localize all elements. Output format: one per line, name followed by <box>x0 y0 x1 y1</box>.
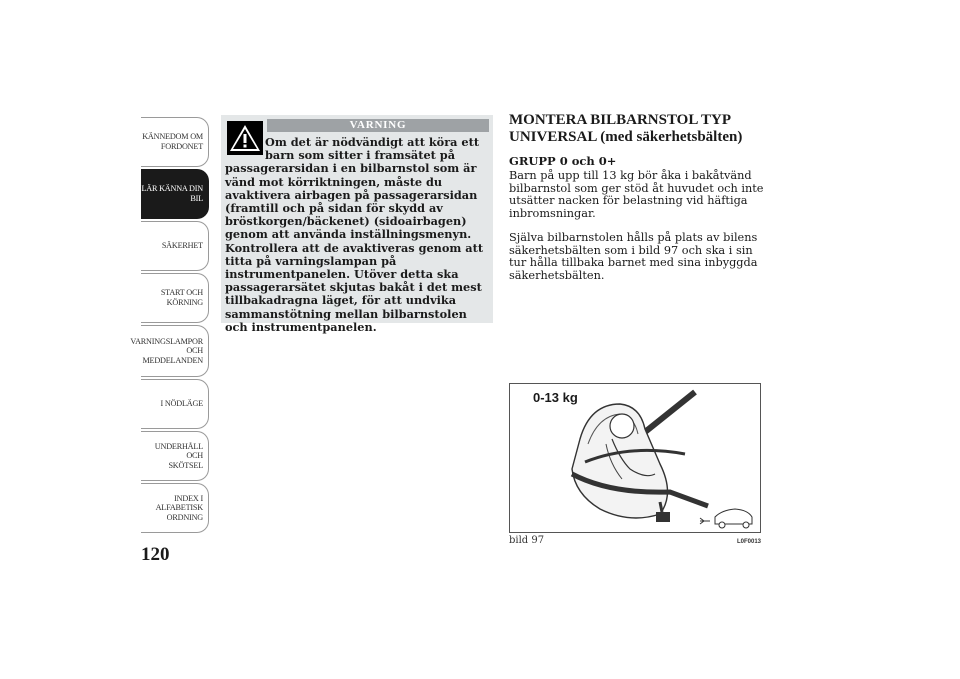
warning-body: passagerarsidan i en bilbarnstol som är vänd mot körriktningen, måste du avaktivera airbagen på passagerarsidan (framtill och på sidan för skydd av bröstkorgen/bäckenet) (sidoairbagen) genom att använda inställningsmenyn. Kontrollera att de avaktiveras genom att titta på varningslampan på instrumentpanelen. Utöver detta ska passagerarsätet skjutas bakåt i det mest tillbakadragna läget, för att undvika sammanstötning mellan bilbarnstolen och instrumentpanelen. <box>225 161 484 334</box>
figure-weight-label: 0-13 kg <box>533 390 578 405</box>
group-heading: GRUPP 0 och 0+ <box>509 154 617 168</box>
page-number: 120 <box>141 544 170 565</box>
sidebar-tab[interactable]: SÄKERHET <box>141 221 209 271</box>
warning-line-1: Om det är nödvändigt att köra ett <box>265 135 480 149</box>
sidebar-tab[interactable]: START OCH KÖRNING <box>141 273 209 323</box>
sidebar-tab[interactable]: I NÖDLÄGE <box>141 379 209 429</box>
warning-title: VARNING <box>267 119 489 132</box>
paragraph-2: Själva bilbarnstolen hålls på plats av bilens säkerhetsbälten som i bild 97 och ska i sin tur hålla tillbaka barnet med sina inbyggda säkerhetsbälten. <box>509 231 758 282</box>
figure-caption: bild 97 <box>509 535 545 546</box>
chapter-sidebar <box>130 117 211 535</box>
sidebar-tab[interactable]: VARNINGSLAMPOR OCH MEDDELANDEN <box>141 325 209 377</box>
sidebar-tab[interactable]: LÄR KÄNNA DIN BIL <box>141 169 209 219</box>
sidebar-tab[interactable]: INDEX I ALFABETISK ORDNING <box>141 483 209 533</box>
sidebar-tab[interactable]: UNDERHÅLL OCH SKÖTSEL <box>141 431 209 481</box>
figure-97 <box>509 383 761 533</box>
section-heading-line-1: MONTERA BILBARNSTOL TYP <box>509 112 732 128</box>
section-heading-line-2: UNIVERSAL (med säkerhetsbälten) <box>509 128 743 145</box>
paragraph-1: Barn på upp till 13 kg bör åka i bakåtvänd bilbarnstol som ger stöd åt huvudet och inte utsätter nacken för belastning vid häftiga inbromsningar. <box>509 169 764 220</box>
warning-text <box>225 136 491 334</box>
sidebar-tab[interactable]: KÄNNEDOM OM FORDONET <box>141 117 209 167</box>
baby-seat-illustration <box>510 384 760 532</box>
figure-code: L0F0013 <box>737 539 762 545</box>
section-heading <box>509 112 769 145</box>
warning-box <box>221 115 493 334</box>
warning-line-2: barn som sitter i framsätet på <box>265 148 456 163</box>
